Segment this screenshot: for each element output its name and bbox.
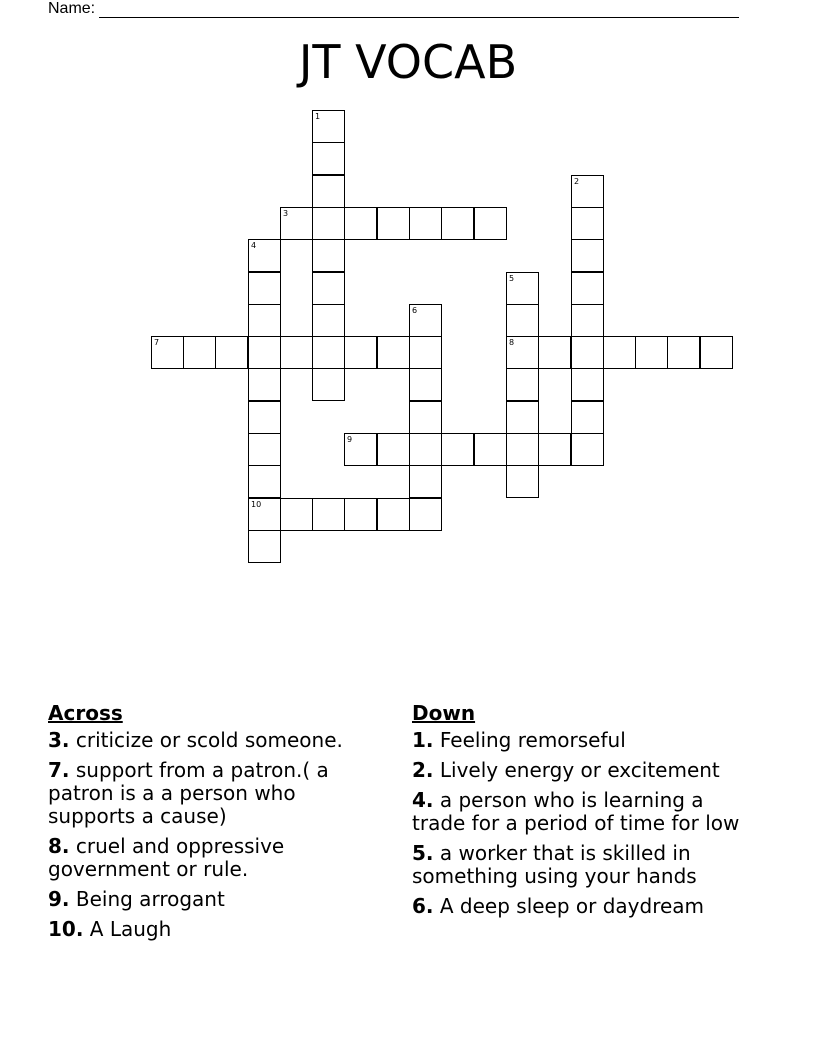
grid-cell[interactable] [344,207,377,240]
grid-cell[interactable] [183,336,216,369]
grid-cell[interactable] [215,336,248,369]
clue-number: 3. [48,728,70,752]
grid-cell[interactable] [312,142,345,175]
grid-cell[interactable] [506,401,539,434]
down-clue [412,759,762,782]
grid-cell[interactable] [571,401,604,434]
grid-cell[interactable] [377,336,410,369]
clue-number: 4. [412,788,434,812]
grid-cell[interactable] [506,304,539,337]
grid-cell[interactable] [635,336,668,369]
across-heading: Across [48,701,123,725]
cell-number: 9 [347,435,353,444]
cell-number: 8 [509,338,515,347]
grid-cell[interactable] [248,304,281,337]
clue-number: 2. [412,758,434,782]
grid-cell[interactable] [603,336,636,369]
cell-number: 6 [412,306,418,315]
grid-cell[interactable] [312,304,345,337]
grid-cell[interactable] [700,336,733,369]
grid-cell[interactable] [506,272,539,305]
grid-cell[interactable] [151,336,184,369]
grid-cell[interactable] [312,336,345,369]
cell-number: 1 [315,112,321,121]
clue-number: 9. [48,887,70,911]
grid-cell[interactable] [409,433,442,466]
cell-number: 10 [251,500,262,509]
across-clue [48,888,388,911]
grid-cell[interactable] [312,272,345,305]
grid-cell[interactable] [571,175,604,208]
down-heading: Down [412,701,476,725]
clue-number: 5. [412,841,434,865]
grid-cell[interactable] [312,368,345,401]
grid-cell[interactable] [248,498,281,531]
grid-cell[interactable] [248,272,281,305]
across-clue [48,835,388,881]
clue-text: support from a patron.( a patron is a a person who supports a cause) [48,758,329,828]
grid-cell[interactable] [474,207,507,240]
grid-cell[interactable] [377,433,410,466]
clue-text: criticize or scold someone. [75,728,343,752]
across-clue [48,918,388,941]
down-clue [412,895,762,918]
grid-cell[interactable] [280,207,313,240]
grid-cell[interactable] [571,272,604,305]
clue-text: Being arrogant [75,887,225,911]
clue-text: Feeling remorseful [439,728,626,752]
grid-cell[interactable] [409,368,442,401]
grid-cell[interactable] [571,433,604,466]
name-label: Name: [48,0,96,17]
grid-cell[interactable] [248,433,281,466]
clue-number: 6. [412,894,434,918]
grid-cell[interactable] [506,433,539,466]
grid-cell[interactable] [506,336,539,369]
clue-number: 7. [48,758,70,782]
grid-cell[interactable] [571,239,604,272]
grid-cell[interactable] [248,368,281,401]
grid-cell[interactable] [248,401,281,434]
page-title: JT VOCAB [298,35,518,89]
across-clues [48,702,388,948]
grid-cell[interactable] [312,239,345,272]
clue-number: 1. [412,728,434,752]
clue-text: cruel and oppressive government or rule. [48,834,285,881]
grid-cell[interactable] [312,498,345,531]
clue-text: a person who is learning a trade for a period of time for low [412,788,740,835]
grid-cell[interactable] [377,207,410,240]
grid-cell[interactable] [312,175,345,208]
down-clue [412,789,762,835]
across-clue [48,759,388,828]
grid-cell[interactable] [409,498,442,531]
cell-number: 5 [509,274,515,283]
down-clue [412,729,762,752]
grid-cell[interactable] [571,336,604,369]
grid-cell[interactable] [312,110,345,143]
grid-cell[interactable] [344,433,377,466]
grid-cell[interactable] [409,401,442,434]
grid-cell[interactable] [248,239,281,272]
clue-text: A deep sleep or daydream [439,894,705,918]
grid-cell[interactable] [409,465,442,498]
grid-cell[interactable] [474,433,507,466]
grid-cell[interactable] [538,336,571,369]
grid-cell[interactable] [344,336,377,369]
down-clue [412,842,762,888]
grid-cell[interactable] [409,336,442,369]
grid-cell[interactable] [409,304,442,337]
grid-cell[interactable] [571,368,604,401]
grid-cell[interactable] [538,433,571,466]
grid-cell[interactable] [506,465,539,498]
cell-number: 3 [283,209,289,218]
grid-cell[interactable] [409,207,442,240]
down-clues [412,702,762,925]
grid-cell[interactable] [280,498,313,531]
grid-cell[interactable] [441,433,474,466]
cell-number: 4 [251,241,257,250]
clue-text: Lively energy or excitement [439,758,720,782]
grid-cell[interactable] [312,207,345,240]
across-clue [48,729,388,752]
clue-number: 10. [48,917,84,941]
grid-cell[interactable] [667,336,700,369]
grid-cell[interactable] [506,368,539,401]
grid-cell[interactable] [248,530,281,563]
cell-number: 2 [574,177,580,186]
grid-cell[interactable] [571,304,604,337]
grid-cell[interactable] [441,207,474,240]
cell-number: 7 [154,338,160,347]
clue-text: A Laugh [89,917,172,941]
clue-number: 8. [48,834,70,858]
grid-cell[interactable] [248,336,281,369]
clue-text: a worker that is skilled in something using your hands [412,841,697,888]
grid-cell[interactable] [571,207,604,240]
grid-cell[interactable] [248,465,281,498]
grid-cell[interactable] [344,498,377,531]
grid-cell[interactable] [377,498,410,531]
grid-cell[interactable] [280,336,313,369]
